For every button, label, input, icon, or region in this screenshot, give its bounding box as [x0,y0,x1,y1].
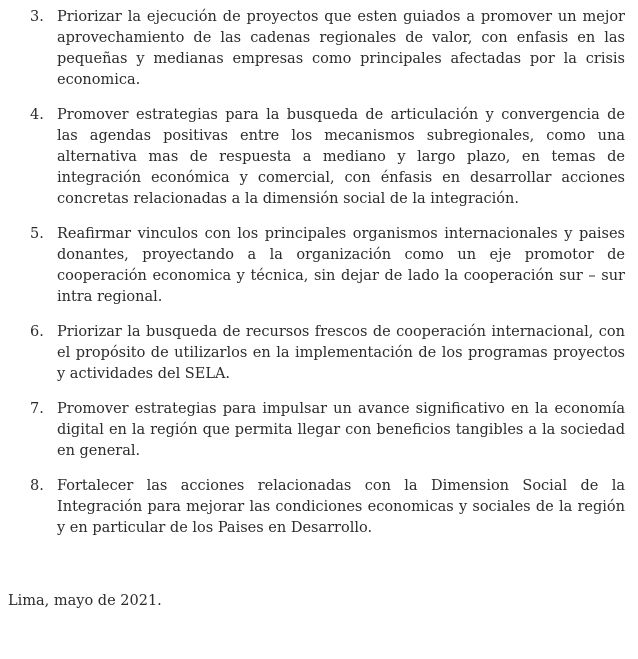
item-number: 5. [30,226,44,242]
list-item [30,476,625,539]
item-number: 7. [30,401,44,417]
numbered-list [30,7,625,539]
item-number: 8. [30,478,44,494]
item-number: 4. [30,107,44,123]
list-item [30,224,625,308]
list-item [30,7,625,91]
item-text: Promover estrategias para impulsar un avance significativo en la economía digital en la región que permita llegar con beneficios tangibles a la sociedad en general. [57,401,625,459]
list-item [30,322,625,385]
date-line: Lima, mayo de 2021. [8,593,162,609]
item-text: Fortalecer las acciones relacionadas con la Dimension Social de la Integración para mejorar las condiciones economicas y sociales de la región y en particular de los Paises en Desarrollo. [57,478,625,536]
item-number: 3. [30,9,44,25]
item-text: Priorizar la ejecución de proyectos que esten guiados a promover un mejor aprovechamiento de las cadenas regionales de valor, con enfasis en las pequeñas y medianas empresas como principales afectadas por la crisis economica. [57,9,625,88]
item-text: Reafirmar vinculos con los principales organismos internacionales y paises donantes, proyectando a la organización como un eje promotor de cooperación economica y técnica, sin dejar de lado la cooperación sur – sur intra regional. [57,226,625,305]
list-item [30,399,625,462]
item-text: Promover estrategias para la busqueda de articulación y convergencia de las agendas positivas entre los mecanismos subregionales, como una alternativa mas de respuesta a mediano y largo plazo, en temas de integración económica y comercial, con énfasis en desarrollar acciones concretas relacionadas a la dimensión social de la integración. [57,107,625,207]
item-number: 6. [30,324,44,340]
list-item [30,105,625,210]
item-text: Priorizar la busqueda de recursos frescos de cooperación internacional, con el propósito de utilizarlos en la implementación de los programas proyectos y actividades del SELA. [57,324,625,382]
